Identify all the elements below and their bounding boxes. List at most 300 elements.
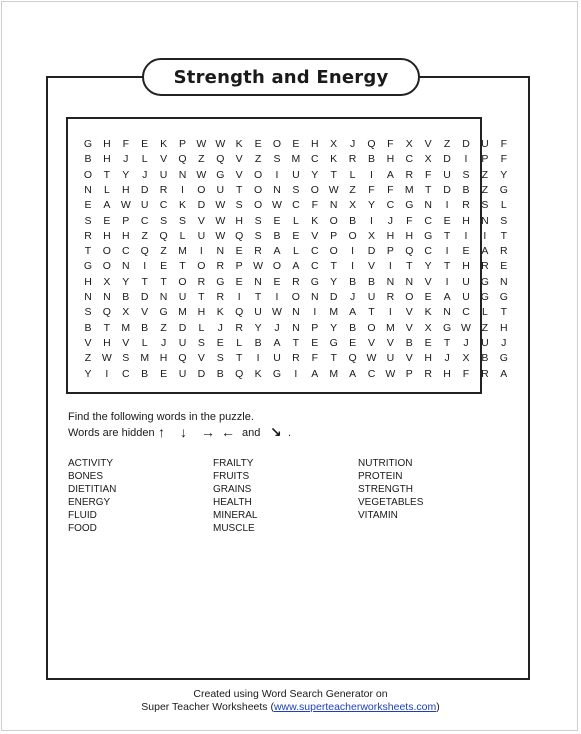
arrow-right-icon: →: [201, 424, 215, 440]
footer-suffix: ): [436, 701, 440, 713]
grid-letter: D: [329, 291, 338, 303]
grid-letter: H: [500, 321, 508, 334]
grid-letter: F: [311, 199, 318, 212]
grid-letter: W: [272, 306, 282, 319]
grid-letter: W: [272, 199, 282, 212]
grid-letter: E: [273, 214, 281, 227]
grid-letter: A: [443, 291, 451, 303]
grid-letter: U: [140, 199, 149, 212]
grid-letter: W: [101, 352, 112, 365]
grid-letter: H: [462, 260, 470, 273]
grid-letter: R: [405, 168, 414, 181]
grid-letter: Q: [235, 306, 244, 319]
grid-letter: P: [481, 153, 489, 166]
grid-letter: Z: [481, 168, 489, 181]
grid-letter: P: [122, 214, 130, 227]
grid-letter: Z: [481, 183, 489, 196]
grid-letter: C: [424, 214, 432, 227]
word-list-item: STRENGTH: [358, 484, 413, 495]
grid-letter: A: [311, 367, 319, 380]
grid-letter: G: [83, 260, 93, 273]
grid-letter: T: [330, 168, 337, 181]
footer-line-1: Created using Word Search Generator on: [193, 688, 388, 700]
grid-letter: I: [483, 229, 487, 242]
grid-letter: E: [424, 291, 432, 303]
grid-letter: B: [349, 275, 357, 288]
grid-letter: G: [216, 275, 225, 288]
grid-letter: N: [216, 245, 225, 258]
grid-letter: C: [424, 245, 432, 258]
grid-letter: I: [199, 245, 203, 258]
grid-letter: D: [197, 367, 206, 380]
grid-letter: I: [181, 183, 184, 196]
grid-letter: B: [405, 336, 413, 349]
grid-letter: W: [461, 321, 471, 334]
grid-letter: E: [424, 336, 432, 349]
instructions-line-2: Words are hidden: [68, 427, 155, 439]
grid-letter: L: [141, 336, 148, 349]
grid-letter: W: [328, 183, 339, 196]
grid-letter: B: [216, 367, 224, 380]
grid-letter: W: [215, 214, 226, 227]
grid-letter: D: [367, 245, 376, 258]
grid-letter: T: [443, 260, 451, 273]
grid-letter: E: [216, 336, 224, 349]
grid-letter: V: [405, 321, 413, 334]
grid-letter: G: [272, 367, 282, 380]
grid-letter: N: [443, 306, 451, 319]
grid-letter: Q: [405, 245, 414, 258]
grid-letter: O: [102, 260, 111, 273]
grid-letter: W: [253, 260, 264, 273]
grid-letter: F: [368, 183, 375, 196]
grid-letter: C: [405, 153, 414, 166]
grid-row: [68, 320, 508, 336]
grid-letter: Y: [330, 321, 338, 334]
grid-letter: K: [424, 306, 432, 319]
grid-letter: Y: [500, 168, 508, 181]
grid-letter: M: [178, 245, 187, 258]
grid-letter: O: [405, 291, 414, 303]
grid-letter: O: [102, 245, 111, 258]
grid-letter: T: [179, 260, 186, 273]
grid-letter: U: [462, 291, 470, 303]
grid-letter: T: [103, 168, 111, 181]
grid-letter: V: [311, 229, 319, 242]
grid-letter: N: [329, 199, 338, 212]
word-list-item: VEGETABLES: [358, 497, 424, 508]
grid-letter: A: [481, 245, 489, 258]
grid-letter: T: [500, 306, 507, 319]
grid-letter: I: [464, 153, 468, 166]
grid-letter: B: [141, 321, 149, 334]
grid-letter: N: [424, 199, 432, 212]
grid-letter: C: [159, 199, 168, 212]
grid-letter: R: [292, 275, 300, 288]
grid-letter: B: [462, 183, 470, 196]
grid-letter: E: [462, 245, 470, 258]
grid-letter: E: [235, 275, 243, 288]
word-list-item: DIETITIAN: [68, 484, 117, 495]
grid-letter: T: [424, 183, 432, 196]
grid-letter: L: [236, 336, 243, 349]
grid-letter: F: [387, 183, 394, 196]
instructions-line-1: Find the following words in the puzzle.: [68, 411, 254, 423]
grid-letter: Q: [159, 229, 168, 242]
grid-letter: Y: [122, 168, 130, 181]
grid-letter: V: [141, 306, 149, 319]
grid-letter: N: [273, 183, 281, 196]
grid-letter: N: [311, 291, 319, 303]
grid-letter: I: [275, 168, 279, 181]
grid-letter: V: [367, 260, 375, 273]
word-list-item: FRAILTY: [213, 458, 254, 469]
grid-letter: X: [330, 138, 338, 150]
grid-letter: H: [405, 229, 414, 242]
footer-link[interactable]: www.superteacherworksheets.com: [273, 701, 437, 713]
grid-letter: I: [275, 291, 279, 303]
grid-letter: U: [443, 168, 451, 181]
grid-letter: I: [445, 245, 449, 258]
grid-letter: M: [291, 153, 301, 166]
grid-letter: X: [103, 275, 111, 288]
grid-letter: O: [197, 260, 206, 273]
word-list-item: FLUID: [68, 510, 97, 521]
grid-letter: N: [122, 260, 130, 273]
grid-letter: G: [329, 336, 338, 349]
grid-letter: Q: [178, 352, 187, 365]
grid-letter: O: [367, 321, 376, 334]
grid-letter: S: [216, 352, 224, 365]
grid-letter: T: [198, 291, 205, 303]
grid-letter: V: [367, 336, 375, 349]
grid-letter: H: [462, 214, 470, 227]
grid-letter: D: [178, 321, 187, 334]
grid-letter: Z: [160, 245, 167, 258]
grid-letter: N: [84, 183, 92, 196]
grid-letter: I: [351, 245, 355, 258]
grid-letter: S: [273, 153, 281, 166]
grid-letter: G: [424, 229, 433, 242]
grid-letter: U: [216, 183, 225, 196]
grid-letter: C: [122, 367, 130, 380]
grid-letter: Z: [84, 352, 92, 365]
grid-letter: U: [178, 291, 187, 303]
grid-letter: A: [103, 199, 111, 212]
grid-letter: N: [481, 214, 489, 227]
grid-letter: I: [237, 291, 241, 303]
grid-letter: V: [235, 153, 243, 166]
grid-letter: W: [120, 199, 131, 212]
grid-letter: L: [500, 199, 507, 212]
grid-letter: L: [481, 306, 488, 319]
grid-letter: N: [254, 275, 262, 288]
grid-letter: E: [500, 260, 508, 273]
grid-letter: H: [386, 153, 395, 166]
grid-letter: U: [292, 168, 300, 181]
grid-letter: S: [122, 352, 130, 365]
grid-letter: V: [197, 352, 205, 365]
grid-letter: T: [443, 229, 451, 242]
grid-letter: R: [424, 367, 432, 380]
grid-letter: W: [196, 138, 207, 150]
grid-letter: R: [216, 260, 225, 273]
grid-letter: T: [330, 260, 337, 273]
grid-letter: J: [349, 291, 356, 303]
grid-letter: Q: [235, 367, 244, 380]
grid-letter: X: [349, 199, 357, 212]
grid-row: [68, 228, 507, 244]
grid-letter: W: [215, 229, 226, 242]
grid-letter: V: [235, 168, 243, 181]
grid-letter: K: [160, 138, 168, 150]
grid-letter: L: [292, 245, 299, 258]
grid-letter: B: [349, 214, 357, 227]
grid-letter: J: [123, 153, 129, 166]
grid-letter: T: [443, 336, 451, 349]
grid-letter: N: [292, 321, 300, 334]
grid-letter: C: [462, 306, 470, 319]
arrow-up-icon: ↑: [158, 424, 165, 440]
grid-letter: D: [462, 138, 470, 150]
grid-letter: G: [405, 199, 414, 212]
grid-letter: Z: [160, 321, 167, 334]
grid-letter: B: [367, 275, 375, 288]
grid-letter: O: [178, 275, 187, 288]
grid-letter: G: [499, 183, 508, 196]
grid-row: [68, 136, 507, 152]
grid-letter: U: [197, 229, 206, 242]
grid-letter: X: [405, 138, 413, 150]
grid-letter: A: [349, 306, 357, 319]
grid-letter: P: [311, 321, 319, 334]
grid-letter: R: [254, 245, 262, 258]
grid-letter: G: [499, 291, 508, 303]
grid-letter: L: [292, 214, 299, 227]
grid-letter: G: [310, 275, 319, 288]
grid-letter: M: [404, 183, 414, 196]
grid-letter: F: [122, 138, 129, 150]
grid-letter: I: [445, 199, 449, 212]
grid-letter: V: [160, 153, 168, 166]
grid-letter: U: [367, 291, 376, 303]
arrow-down-icon: ↓: [180, 424, 187, 440]
grid-row: [68, 258, 508, 274]
grid-letter: J: [463, 336, 469, 349]
grid-letter: D: [197, 199, 206, 212]
grid-letter: I: [388, 260, 392, 273]
grid-letter: R: [84, 229, 92, 242]
grid-letter: H: [443, 367, 451, 380]
grid-letter: M: [121, 321, 131, 334]
grid-letter: S: [292, 183, 300, 196]
word-list-item: NUTRITION: [358, 458, 413, 469]
grid-letter: B: [84, 321, 92, 334]
grid-letter: H: [386, 229, 395, 242]
grid-letter: E: [292, 138, 300, 150]
grid-letter: S: [500, 214, 508, 227]
grid-letter: R: [386, 291, 395, 303]
instructions-and: and: [242, 427, 261, 439]
grid-letter: E: [311, 336, 319, 349]
grid-letter: L: [103, 183, 110, 196]
grid-letter: I: [370, 214, 373, 227]
grid-letter: V: [122, 336, 130, 349]
grid-letter: E: [160, 260, 168, 273]
grid-letter: H: [197, 306, 206, 319]
word-list-item: MINERAL: [213, 510, 258, 521]
grid-letter: R: [348, 153, 357, 166]
grid-letter: T: [292, 336, 300, 349]
grid-letter: B: [481, 352, 489, 365]
grid-letter: C: [367, 367, 376, 380]
grid-letter: Q: [235, 229, 244, 242]
grid-letter: T: [235, 183, 243, 196]
word-list-item: VITAMIN: [358, 510, 398, 521]
grid-letter: M: [329, 306, 339, 319]
word-list-item: GRAINS: [213, 484, 252, 495]
grid-letter: H: [311, 138, 319, 150]
page-title: Strength and Energy: [142, 58, 420, 96]
grid-letter: U: [254, 306, 262, 319]
grid-letter: I: [464, 229, 468, 242]
grid-letter: S: [254, 229, 262, 242]
grid-letter: O: [348, 229, 357, 242]
word-list-item: MUSCLE: [213, 523, 255, 534]
grid-letter: R: [235, 321, 243, 334]
grid-letter: U: [481, 138, 489, 150]
grid-letter: D: [443, 153, 451, 166]
grid-letter: F: [406, 214, 413, 227]
grid-letter: O: [197, 183, 206, 196]
grid-letter: G: [443, 321, 452, 334]
grid-letter: G: [83, 138, 93, 150]
grid-letter: F: [387, 138, 394, 150]
grid-letter: V: [386, 336, 394, 349]
grid-letter: S: [254, 214, 262, 227]
grid-letter: N: [103, 291, 111, 303]
grid-letter: E: [273, 275, 281, 288]
grid-letter: B: [122, 291, 130, 303]
word-list-item: FOOD: [68, 523, 97, 534]
grid-letter: T: [254, 291, 262, 303]
grid-row: [68, 304, 507, 320]
grid-letter: C: [122, 245, 130, 258]
grid-row: [68, 213, 508, 229]
grid-letter: K: [235, 138, 243, 150]
grid-letter: O: [254, 199, 263, 212]
grid-letter: P: [330, 229, 338, 242]
word-list-item: FRUITS: [213, 471, 250, 482]
grid-letter: D: [443, 183, 451, 196]
grid-letter: F: [311, 352, 318, 365]
grid-letter: Q: [102, 306, 111, 319]
grid-letter: J: [349, 138, 356, 150]
grid-letter: U: [178, 336, 187, 349]
grid-row: [68, 243, 508, 259]
grid-letter: C: [311, 260, 319, 273]
grid-letter: R: [197, 275, 206, 288]
grid-letter: R: [500, 245, 508, 258]
grid-letter: C: [311, 153, 319, 166]
grid-letter: E: [292, 229, 300, 242]
grid-letter: Y: [84, 367, 92, 380]
grid-letter: I: [351, 260, 355, 273]
grid-letter: U: [273, 352, 281, 365]
grid-letter: T: [141, 275, 148, 288]
grid-letter: E: [141, 138, 149, 150]
grid-letter: B: [273, 229, 281, 242]
grid-letter: R: [159, 183, 168, 196]
grid-letter: G: [216, 168, 225, 181]
grid-letter: O: [254, 168, 263, 181]
grid-letter: Z: [141, 229, 148, 242]
grid-letter: T: [500, 229, 507, 242]
grid-letter: H: [235, 214, 243, 227]
grid-letter: W: [215, 138, 226, 150]
grid-letter: W: [385, 367, 396, 380]
grid-letter: N: [178, 168, 187, 181]
grid-letter: H: [122, 229, 130, 242]
grid-letter: K: [178, 199, 186, 212]
grid-letter: E: [349, 336, 357, 349]
grid-letter: Z: [349, 183, 356, 196]
grid-letter: A: [273, 336, 281, 349]
grid-letter: O: [329, 214, 338, 227]
grid-letter: E: [443, 214, 451, 227]
grid-letter: K: [330, 153, 338, 166]
grid-row: [68, 274, 508, 290]
grid-letter: N: [159, 291, 168, 303]
grid-letter: V: [424, 138, 432, 150]
grid-letter: X: [462, 352, 470, 365]
grid-letter: F: [462, 367, 470, 380]
grid-letter: N: [84, 291, 92, 303]
grid-letter: H: [103, 138, 111, 150]
grid-letter: Y: [367, 199, 375, 212]
grid-letter: B: [367, 153, 375, 166]
grid-letter: H: [122, 183, 130, 196]
grid-letter: S: [178, 214, 186, 227]
grid-letter: D: [140, 291, 149, 303]
grid-letter: Q: [216, 153, 225, 166]
grid-letter: V: [424, 275, 432, 288]
grid-letter: I: [370, 168, 373, 181]
grid-letter: B: [349, 321, 357, 334]
grid-letter: J: [217, 321, 223, 334]
grid-letter: F: [500, 153, 507, 166]
grid-letter: U: [386, 352, 395, 365]
grid-letter: W: [366, 352, 377, 365]
grid-letter: O: [272, 260, 282, 273]
grid-letter: H: [84, 275, 92, 288]
grid-letter: C: [292, 199, 300, 212]
word-list-item: HEALTH: [213, 497, 252, 508]
grid-letter: E: [254, 138, 262, 150]
grid-letter: T: [368, 306, 375, 319]
grid-letter: W: [196, 168, 207, 181]
grid-letter: Z: [481, 321, 489, 334]
instructions-period: .: [288, 427, 292, 439]
grid-letter: I: [105, 367, 109, 380]
grid-letter: S: [160, 214, 168, 227]
grid-letter: N: [500, 275, 508, 288]
grid-letter: Y: [424, 260, 432, 273]
grid-row: [68, 151, 507, 167]
grid-letter: Q: [367, 138, 376, 150]
grid-letter: I: [445, 275, 449, 288]
grid-letter: O: [291, 291, 300, 303]
